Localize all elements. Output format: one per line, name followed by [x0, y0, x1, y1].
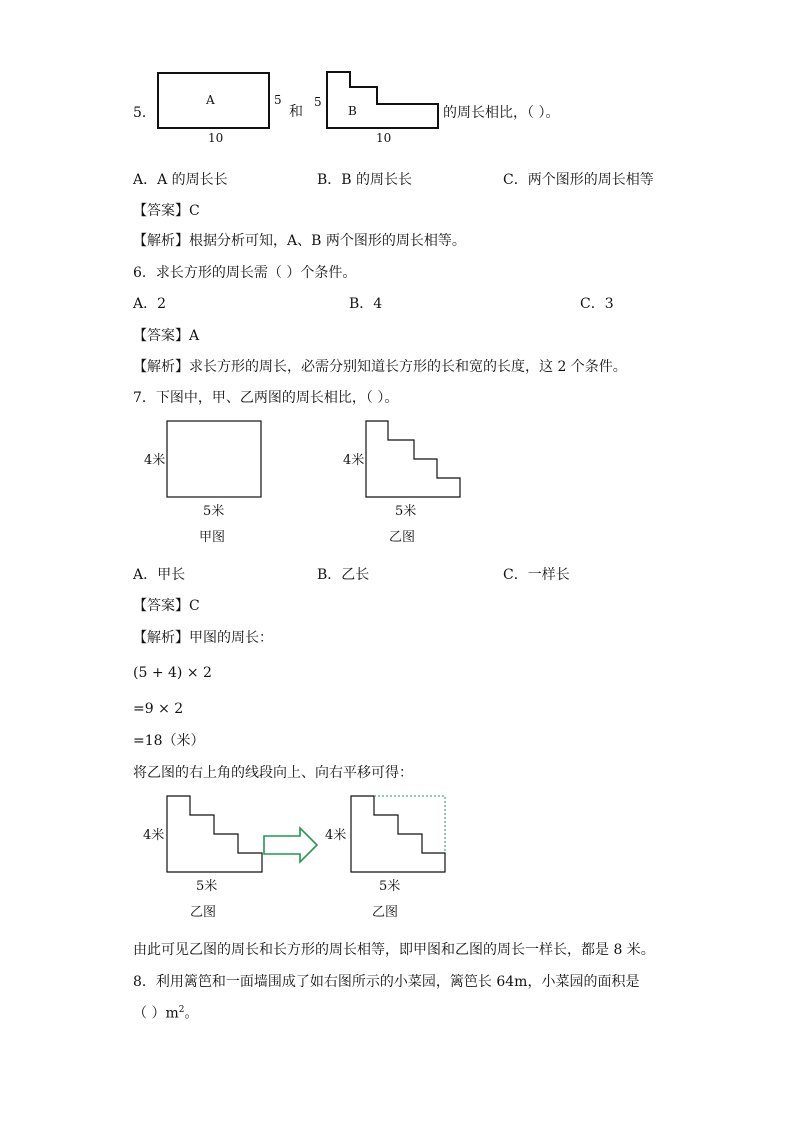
q8-period: 。 [184, 1005, 199, 1022]
q7-conclusion: 由此可见乙图的周长和长方形的周长相等，即甲图和乙图的周长一样长，都是 8 米。 [133, 942, 655, 958]
yi-height-label: 4米 [343, 453, 365, 468]
left-width-label: 5米 [196, 879, 218, 894]
rectangle-jia [167, 421, 261, 497]
right-caption: 乙图 [372, 905, 399, 920]
q7-shift-text: 将乙图的右上角的线段向上、向右平移可得： [133, 765, 413, 781]
q5-figure-b [310, 66, 450, 150]
q8-blank: （ ）m [133, 1005, 179, 1022]
yi-width-label: 5米 [395, 504, 417, 519]
q6-stem: 6．求长方形的周长需（ ）个条件。 [133, 265, 357, 281]
q5-analysis: 【解析】根据分析可知，A、B 两个图形的周长相等。 [133, 233, 466, 249]
q8-stem: 8．利用篱笆和一面墙围成了如右图所示的小菜园，篱笆长 64m，小菜园的面积是 [133, 974, 640, 990]
q7-equation-3: =18（米） [133, 733, 205, 749]
yi-caption: 乙图 [389, 530, 416, 545]
jia-caption: 甲图 [199, 530, 226, 545]
staircase-left [167, 796, 262, 872]
figure-a-label: A [206, 93, 215, 107]
left-height-label: 4米 [143, 828, 165, 843]
q5-option-b: B．B 的周长长 [317, 172, 413, 188]
right-width-label: 5米 [379, 879, 401, 894]
staircase-b [327, 72, 438, 128]
jia-width-label: 5米 [203, 504, 225, 519]
right-height-label: 4米 [325, 828, 347, 843]
q8-superscript: 2 [178, 1005, 185, 1015]
q5-figure-a [150, 66, 290, 150]
figure-a-side: 5 [274, 93, 282, 107]
q6-answer: 【答案】A [133, 328, 200, 344]
q6-option-b: B．4 [349, 296, 383, 312]
q5-tail: 的周长相比，（ ）。 [443, 105, 560, 121]
q5-answer: 【答案】C [133, 203, 200, 219]
staircase-yi [366, 421, 460, 497]
q7-equation-2: =9 × 2 [133, 701, 184, 717]
q7-option-c: C．一样长 [503, 567, 570, 583]
q5-option-a: A．A 的周长长 [133, 172, 228, 188]
q6-option-c: C．3 [580, 296, 614, 312]
q5-and: 和 [289, 104, 303, 120]
translate-arrow-icon [264, 828, 317, 862]
q6-analysis: 【解析】求长方形的周长，必需分别知道长方形的长和宽的长度，这 2 个条件。 [133, 359, 627, 375]
q5-number: 5． [133, 105, 156, 121]
q5-option-c: C．两个图形的周长相等 [503, 172, 654, 188]
q7-figure-yi [340, 418, 480, 550]
q7-stem: 7．下图中，甲、乙两图的周长相比，（ ）。 [133, 390, 399, 406]
q7-answer: 【答案】C [133, 598, 200, 614]
q6-option-a: A．2 [133, 296, 167, 312]
figure-b-label: B [348, 104, 357, 118]
figure-a-bottom: 10 [208, 131, 224, 145]
left-caption: 乙图 [190, 905, 217, 920]
q7-equation-1: (5 + 4) × 2 [133, 665, 212, 681]
q7-option-a: A．甲长 [133, 567, 186, 583]
staircase-right [351, 796, 445, 872]
q8-line2 [133, 1006, 198, 1021]
q7-shift-figures [140, 793, 460, 925]
q7-option-b: B．乙长 [317, 567, 370, 583]
q7-figure-jia [140, 418, 280, 550]
q7-analysis: 【解析】甲图的周长： [133, 630, 273, 646]
figure-b-side: 5 [314, 95, 322, 109]
dashed-completion [374, 796, 445, 853]
figure-b-bottom: 10 [376, 131, 392, 145]
jia-height-label: 4米 [144, 453, 166, 468]
